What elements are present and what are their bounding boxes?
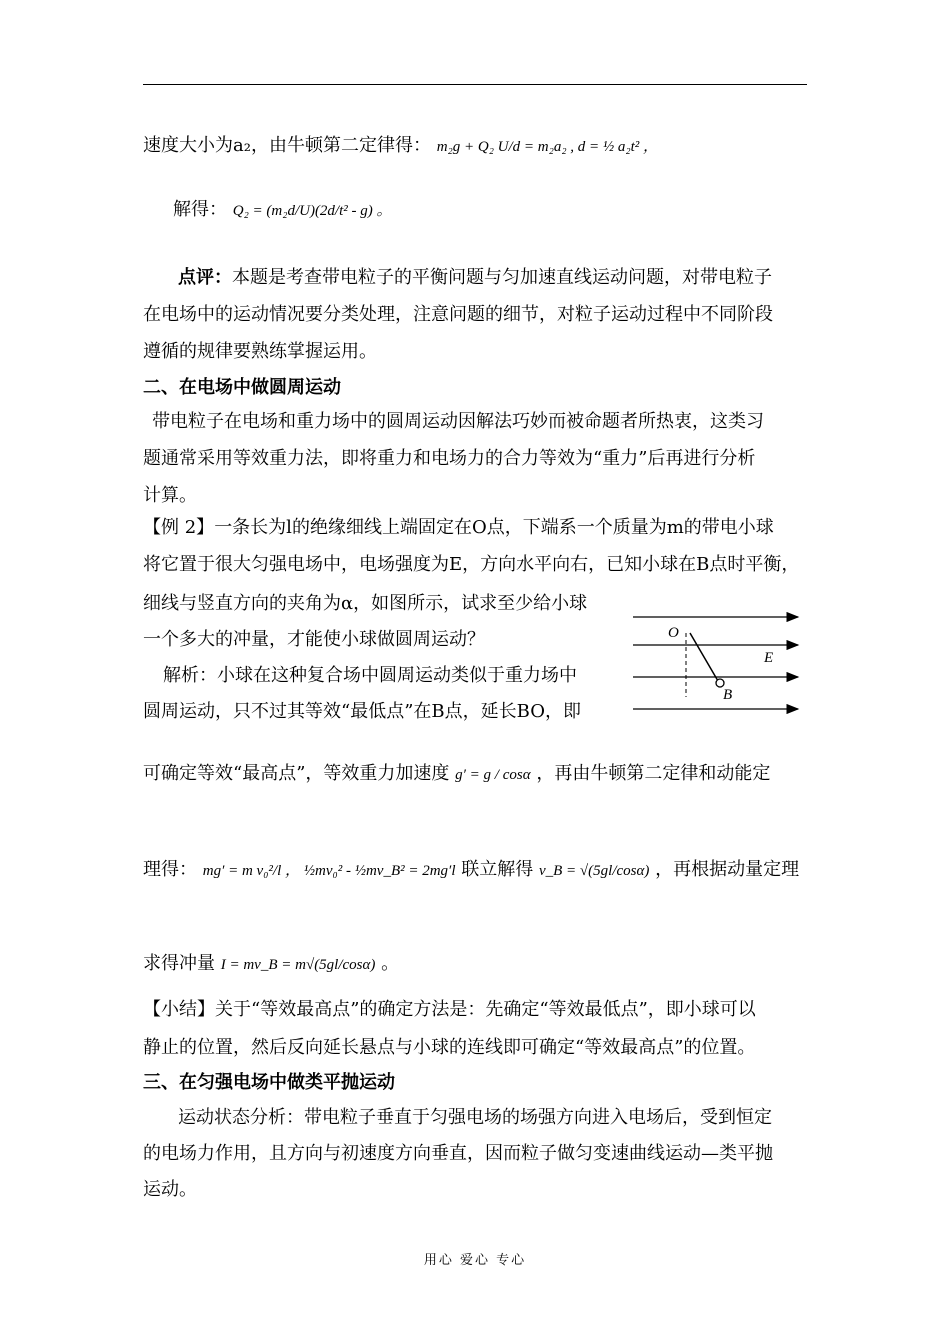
page-footer: 用心 爱心 专心	[423, 1253, 527, 1268]
comment-line: 点评：本题是考查带电粒子的平衡问题与匀加速直线运动问题，对带电粒子	[178, 267, 772, 288]
label-b: B	[723, 687, 733, 703]
formula: v_B = √(5gl/cosα)	[538, 863, 650, 879]
text-line: 的电场力作用，且方向与初速度方向垂直，因而粒子做匀变速曲线运动—类平抛	[143, 1143, 773, 1164]
example-line: 【例 2】一条长为l的绝缘细线上端固定在O点，下端系一个质量为m的带电小球	[143, 517, 774, 538]
text-line: 理得： mg′ = m v₀²/l ， ½mv₀² - ½mv_B² = 2mg′l 联立解得 v_B = √(5gl/cosα) ，再根据动量定理	[143, 859, 800, 880]
section-heading: 三、在匀强电场中做类平抛运动	[143, 1072, 395, 1093]
text-line: 带电粒子在电场和重力场中的圆周运动因解法巧妙而被命题者所热衷，这类习	[152, 411, 764, 432]
text-line: 计算。	[143, 485, 197, 506]
header-rule	[143, 84, 807, 85]
text-line: 解析：小球在这种复合场中圆周运动类似于重力场中	[163, 665, 577, 686]
thread-line	[690, 633, 718, 681]
text-line: 运动。	[143, 1179, 197, 1200]
formula: I = mv_B = m√(5gl/cosα)	[220, 957, 376, 973]
field-diagram	[630, 605, 805, 720]
ball	[716, 679, 724, 687]
text-line: 解得： Q₂ = (m₂d/U)(2d/t² - g) 。	[173, 199, 392, 220]
formula: Q₂ = (m₂d/U)(2d/t² - g) 。	[232, 203, 392, 219]
summary-line: 【小结】关于“等效最高点”的确定方法是：先确定“等效最低点”，即小球可以	[143, 999, 756, 1020]
text-line: 细线与竖直方向的夹角为α，如图所示，试求至少给小球	[143, 593, 588, 614]
formula: g′ = g / cosα	[455, 767, 531, 783]
text-line: 运动状态分析：带电粒子垂直于匀强电场的场强方向进入电场后，受到恒定	[178, 1107, 772, 1128]
text-line: 圆周运动，只不过其等效“最低点”在B点，延长BO，即	[143, 701, 581, 722]
text-line: 题通常采用等效重力法，即将重力和电场力的合力等效为“重力”后再进行分析	[143, 448, 756, 469]
section-heading: 二、在电场中做圆周运动	[143, 377, 341, 398]
text-line: 可确定等效“最高点”，等效重力加速度 g′ = g / cosα ，再由牛顿第二定律和动能定	[143, 763, 771, 784]
text-line: 将它置于很大匀强电场中，电场强度为E，方向水平向右，已知小球在B点时平衡，	[143, 554, 800, 575]
text-line: 求得冲量 I = mv_B = m√(5gl/cosα) 。	[143, 953, 400, 974]
text-line: 在电场中的运动情况要分类处理，注意问题的细节，对粒子运动过程中不同阶段	[143, 304, 773, 325]
formula: mg′ = m v₀²/l ， ½mv₀² - ½mv_B² = 2mg′l	[202, 863, 456, 879]
text-line: 一个多大的冲量，才能使小球做圆周运动？	[143, 629, 485, 650]
label-e: E	[764, 650, 774, 666]
label-o: O	[668, 625, 679, 641]
text-line: 速度大小为a₂，由牛顿第二定律得： m₂g + Q₂ U/d = m₂a₂ , d = ½ a₂t² ，	[143, 135, 659, 156]
text-line: 静止的位置，然后反向延长悬点与小球的连线即可确定“等效最高点”的位置。	[143, 1037, 756, 1058]
text-line: 遵循的规律要熟练掌握运用。	[143, 341, 377, 362]
formula: m₂g + Q₂ U/d = m₂a₂ , d = ½ a₂t² ，	[436, 139, 659, 155]
